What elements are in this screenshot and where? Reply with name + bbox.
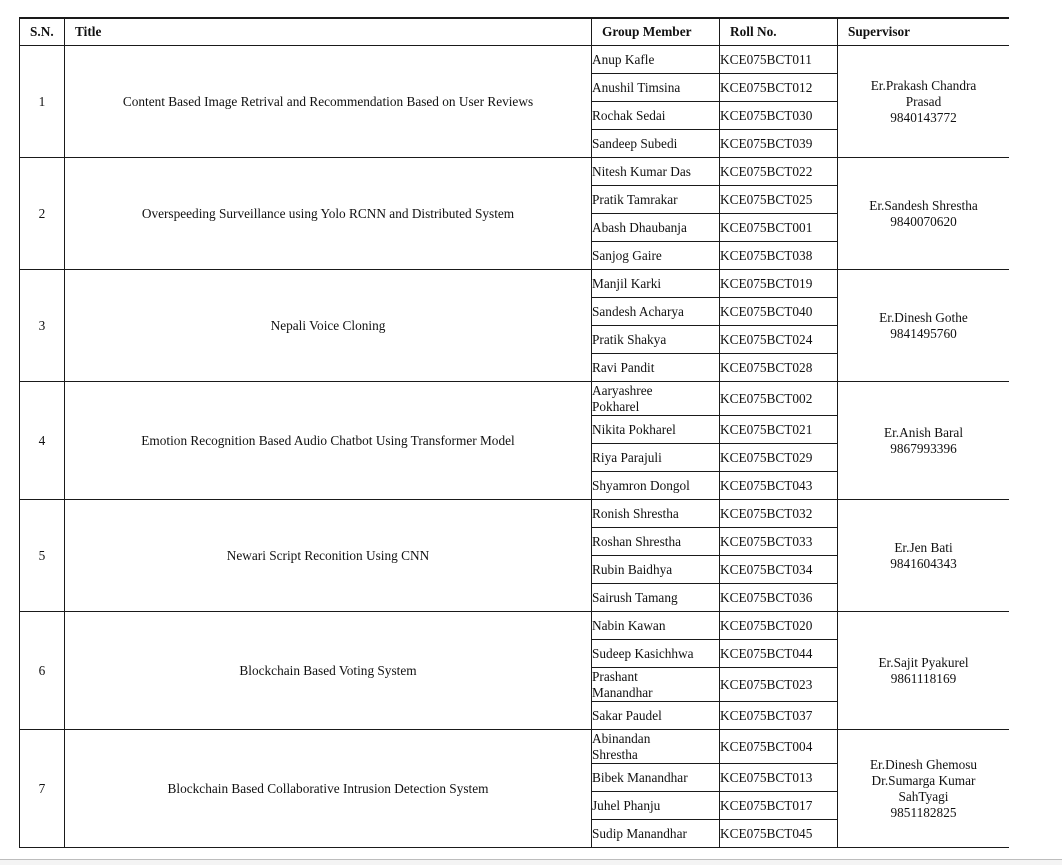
group-member-cell: Shyamron Dongol [592, 472, 720, 500]
group-member-cell: Riya Parajuli [592, 444, 720, 472]
supervisor-line: 9840143772 [890, 109, 957, 125]
group-member-cell: Anushil Timsina [592, 74, 720, 102]
header-row [20, 18, 1010, 46]
project-title: Blockchain Based Voting System [65, 612, 592, 730]
roll-number-cell: KCE075BCT004 [720, 730, 838, 764]
supervisor-line: Dr.Sumarga Kumar [871, 772, 976, 788]
table-row [20, 730, 1010, 764]
group-member-cell: Sanjog Gaire [592, 242, 720, 270]
project-sn: 7 [20, 730, 65, 848]
supervisor-line: 9867993396 [890, 440, 957, 456]
roll-number-cell: KCE075BCT038 [720, 242, 838, 270]
group-member-cell: Nikita Pokharel [592, 416, 720, 444]
group-member-name-line: Shrestha [592, 746, 638, 762]
roll-number-cell: KCE075BCT025 [720, 186, 838, 214]
group-member-name-line: Pokharel [592, 398, 640, 414]
roll-number-cell: KCE075BCT045 [720, 820, 838, 848]
group-member-cell: Bibek Manandhar [592, 764, 720, 792]
group-member-cell: Sairush Tamang [592, 584, 720, 612]
group-member-name-line: Aaryashree [592, 382, 653, 398]
supervisor-line: 9841495760 [890, 325, 957, 341]
group-member-cell [592, 668, 720, 702]
header-title: Title [65, 18, 592, 46]
supervisor-line: Er.Jen Bati [894, 539, 953, 555]
group-member-cell [592, 730, 720, 764]
roll-number-cell: KCE075BCT020 [720, 612, 838, 640]
project-title: Blockchain Based Collaborative Intrusion Detection System [65, 730, 592, 848]
header-supervisor: Supervisor [838, 18, 1010, 46]
group-member-name-line: Prashant [592, 668, 638, 684]
project-table-container [19, 17, 1009, 865]
group-member-cell: Nabin Kawan [592, 612, 720, 640]
group-member-cell: Nitesh Kumar Das [592, 158, 720, 186]
group-member-cell: Pratik Tamrakar [592, 186, 720, 214]
supervisor-line: 9851182825 [890, 804, 957, 820]
group-member-cell: Pratik Shakya [592, 326, 720, 354]
supervisor-line: 9841604343 [890, 555, 957, 571]
supervisor-cell [838, 158, 1010, 270]
project-title: Overspeeding Surveillance using Yolo RCNN and Distributed System [65, 158, 592, 270]
group-member-cell: Manjil Karki [592, 270, 720, 298]
group-member-cell: Sandesh Acharya [592, 298, 720, 326]
group-member-cell: Sakar Paudel [592, 702, 720, 730]
roll-number-cell: KCE075BCT036 [720, 584, 838, 612]
roll-number-cell: KCE075BCT039 [720, 130, 838, 158]
table-body [20, 46, 1010, 848]
roll-number-cell: KCE075BCT040 [720, 298, 838, 326]
project-title: Emotion Recognition Based Audio Chatbot Using Transformer Model [65, 382, 592, 500]
roll-number-cell: KCE075BCT043 [720, 472, 838, 500]
supervisor-line: 9861118169 [890, 670, 957, 686]
roll-number-cell: KCE075BCT030 [720, 102, 838, 130]
supervisor-cell [838, 730, 1010, 848]
supervisor-line: Er.Dinesh Gothe [879, 309, 968, 325]
project-sn: 3 [20, 270, 65, 382]
table-row [20, 158, 1010, 186]
header-sn: S.N. [20, 18, 65, 46]
group-member-cell: Ravi Pandit [592, 354, 720, 382]
supervisor-cell [838, 270, 1010, 382]
group-member-cell: Juhel Phanju [592, 792, 720, 820]
roll-number-cell: KCE075BCT017 [720, 792, 838, 820]
roll-number-cell: KCE075BCT028 [720, 354, 838, 382]
group-member-name-line: Abinandan [592, 730, 651, 746]
project-sn: 4 [20, 382, 65, 500]
project-title: Content Based Image Retrival and Recommendation Based on User Reviews [65, 46, 592, 158]
supervisor-line: Er.Prakash Chandra [870, 77, 977, 93]
supervisor-line: Er.Anish Baral [883, 424, 964, 440]
project-sn: 6 [20, 612, 65, 730]
header-group-member: Group Member [592, 18, 720, 46]
supervisor-line: Prasad [905, 93, 942, 109]
roll-number-cell: KCE075BCT013 [720, 764, 838, 792]
group-member-cell: Rochak Sedai [592, 102, 720, 130]
roll-number-cell: KCE075BCT029 [720, 444, 838, 472]
horizontal-scrollbar-track[interactable] [0, 859, 1062, 865]
roll-number-cell: KCE075BCT019 [720, 270, 838, 298]
roll-number-cell: KCE075BCT037 [720, 702, 838, 730]
roll-number-cell: KCE075BCT024 [720, 326, 838, 354]
table-row [20, 500, 1010, 528]
supervisor-cell [838, 382, 1010, 500]
project-title: Nepali Voice Cloning [65, 270, 592, 382]
group-member-name-line: Manandhar [592, 684, 653, 700]
group-member-cell: Ronish Shrestha [592, 500, 720, 528]
roll-number-cell: KCE075BCT021 [720, 416, 838, 444]
group-member-cell: Rubin Baidhya [592, 556, 720, 584]
group-member-cell [592, 382, 720, 416]
roll-number-cell: KCE075BCT034 [720, 556, 838, 584]
roll-number-cell: KCE075BCT044 [720, 640, 838, 668]
supervisor-line: 9840070620 [890, 213, 957, 229]
roll-number-cell: KCE075BCT032 [720, 500, 838, 528]
project-title: Newari Script Reconition Using CNN [65, 500, 592, 612]
supervisor-cell [838, 46, 1010, 158]
group-member-cell: Sudip Manandhar [592, 820, 720, 848]
supervisor-line: Er.Sandesh Shrestha [869, 197, 978, 213]
supervisor-cell [838, 500, 1010, 612]
supervisor-line: SahTyagi [898, 788, 949, 804]
roll-number-cell: KCE075BCT033 [720, 528, 838, 556]
project-allocation-table [19, 17, 1009, 848]
roll-number-cell: KCE075BCT002 [720, 382, 838, 416]
roll-number-cell: KCE075BCT012 [720, 74, 838, 102]
header-roll-no: Roll No. [720, 18, 838, 46]
table-row [20, 382, 1010, 416]
roll-number-cell: KCE075BCT001 [720, 214, 838, 242]
group-member-cell: Anup Kafle [592, 46, 720, 74]
project-sn: 2 [20, 158, 65, 270]
supervisor-line: Er.Dinesh Ghemosu [869, 756, 978, 772]
supervisor-line: Er.Sajit Pyakurel [878, 654, 969, 670]
group-member-cell: Sandeep Subedi [592, 130, 720, 158]
table-row [20, 612, 1010, 640]
group-member-cell: Roshan Shrestha [592, 528, 720, 556]
roll-number-cell: KCE075BCT022 [720, 158, 838, 186]
supervisor-cell [838, 612, 1010, 730]
roll-number-cell: KCE075BCT011 [720, 46, 838, 74]
group-member-cell: Abash Dhaubanja [592, 214, 720, 242]
roll-number-cell: KCE075BCT023 [720, 668, 838, 702]
table-row [20, 270, 1010, 298]
table-row [20, 46, 1010, 74]
group-member-cell: Sudeep Kasichhwa [592, 640, 720, 668]
project-sn: 1 [20, 46, 65, 158]
project-sn: 5 [20, 500, 65, 612]
